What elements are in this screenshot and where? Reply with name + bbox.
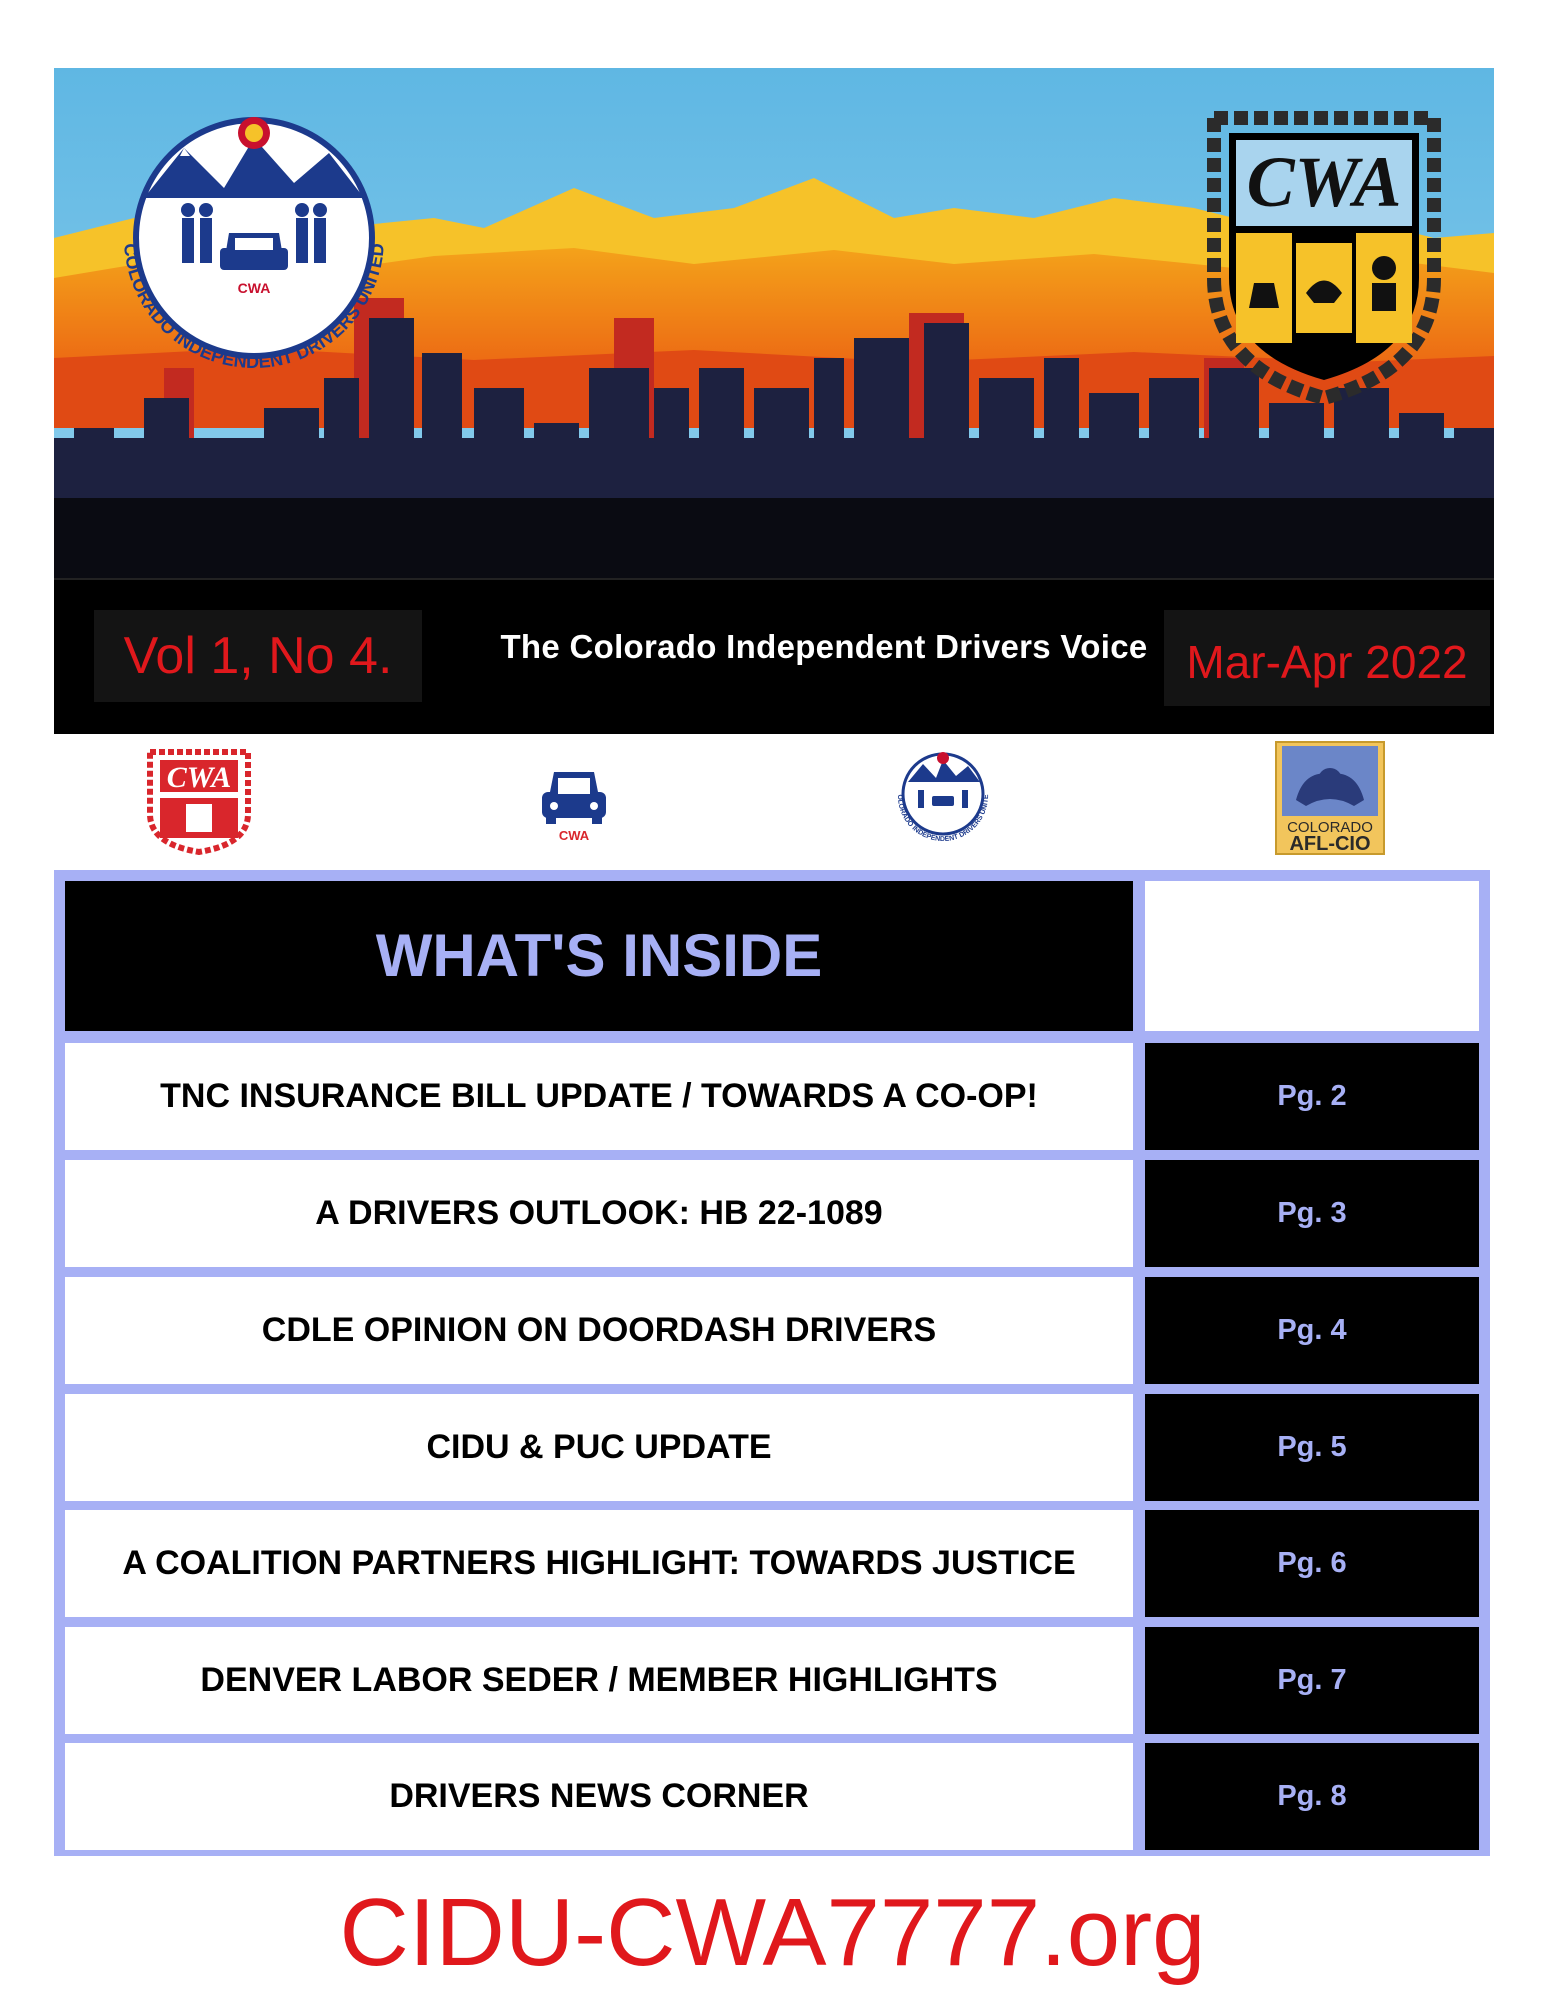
cidu-small-arc-text: OLORADO INDEPENDENT DRIVERS UNITE bbox=[895, 794, 991, 844]
toc-row[interactable] bbox=[65, 1627, 1479, 1734]
volume-label: Vol 1, No 4. bbox=[94, 610, 422, 702]
toc-row[interactable] bbox=[65, 1510, 1479, 1617]
cwa-red-logo bbox=[140, 744, 258, 856]
whats-inside-table bbox=[54, 870, 1490, 1856]
colorado-afl-cio-logo bbox=[1274, 740, 1386, 856]
issue-date: Mar-Apr 2022 bbox=[1164, 610, 1490, 706]
cidu-small-logo bbox=[888, 744, 998, 854]
toc-item-page: Pg. 4 bbox=[1145, 1277, 1479, 1384]
car-logo-text: CWA bbox=[558, 828, 590, 843]
toc-item-title: CDLE OPINION ON DOORDASH DRIVERS bbox=[65, 1277, 1133, 1384]
toc-item-page: Pg. 8 bbox=[1145, 1743, 1479, 1850]
cidu-badge-logo bbox=[94, 88, 414, 408]
toc-row[interactable] bbox=[65, 1160, 1479, 1267]
afl-line1: COLORADO bbox=[1287, 819, 1373, 836]
cwa-shield-logo bbox=[1174, 78, 1474, 408]
toc-item-title: DRIVERS NEWS CORNER bbox=[65, 1743, 1133, 1850]
publication-title: The Colorado Independent Drivers Voice bbox=[500, 628, 1148, 665]
toc-heading-blank-cell bbox=[1145, 881, 1479, 1031]
toc-item-page: Pg. 6 bbox=[1145, 1510, 1479, 1617]
partner-logo-row bbox=[54, 740, 1494, 860]
toc-item-page: Pg. 2 bbox=[1145, 1043, 1479, 1150]
toc-row[interactable] bbox=[65, 1277, 1479, 1384]
toc-item-page: Pg. 5 bbox=[1145, 1394, 1479, 1501]
website-link[interactable]: CIDU-CWA7777.org bbox=[339, 1879, 1206, 1986]
toc-row[interactable] bbox=[65, 1743, 1479, 1850]
toc-item-page: Pg. 3 bbox=[1145, 1160, 1479, 1267]
cidu-badge-arc-text: COLORADO INDEPENDENT DRIVERS UNITED bbox=[119, 242, 389, 373]
toc-item-title: DENVER LABOR SEDER / MEMBER HIGHLIGHTS bbox=[65, 1627, 1133, 1734]
toc-item-title: A COALITION PARTNERS HIGHLIGHT: TOWARDS JUSTICE bbox=[65, 1510, 1133, 1617]
toc-item-title: A DRIVERS OUTLOOK: HB 22-1089 bbox=[65, 1160, 1133, 1267]
toc-row[interactable] bbox=[65, 1043, 1479, 1150]
cidu-badge-sub: CWA bbox=[237, 280, 271, 296]
cwa-shield-text: CWA bbox=[1246, 142, 1402, 222]
toc-item-title: CIDU & PUC UPDATE bbox=[65, 1394, 1133, 1501]
cwa-car-logo bbox=[534, 758, 614, 844]
hero-banner bbox=[54, 68, 1494, 578]
afl-line2: AFL-CIO bbox=[1289, 833, 1371, 855]
toc-item-title: TNC INSURANCE BILL UPDATE / TOWARDS A CO-OP! bbox=[65, 1043, 1133, 1150]
toc-item-page: Pg. 7 bbox=[1145, 1627, 1479, 1734]
cwa-red-logo-text: CWA bbox=[166, 761, 232, 794]
toc-heading: WHAT'S INSIDE bbox=[65, 881, 1133, 1031]
masthead-bar bbox=[54, 578, 1494, 734]
toc-row[interactable] bbox=[65, 1394, 1479, 1501]
